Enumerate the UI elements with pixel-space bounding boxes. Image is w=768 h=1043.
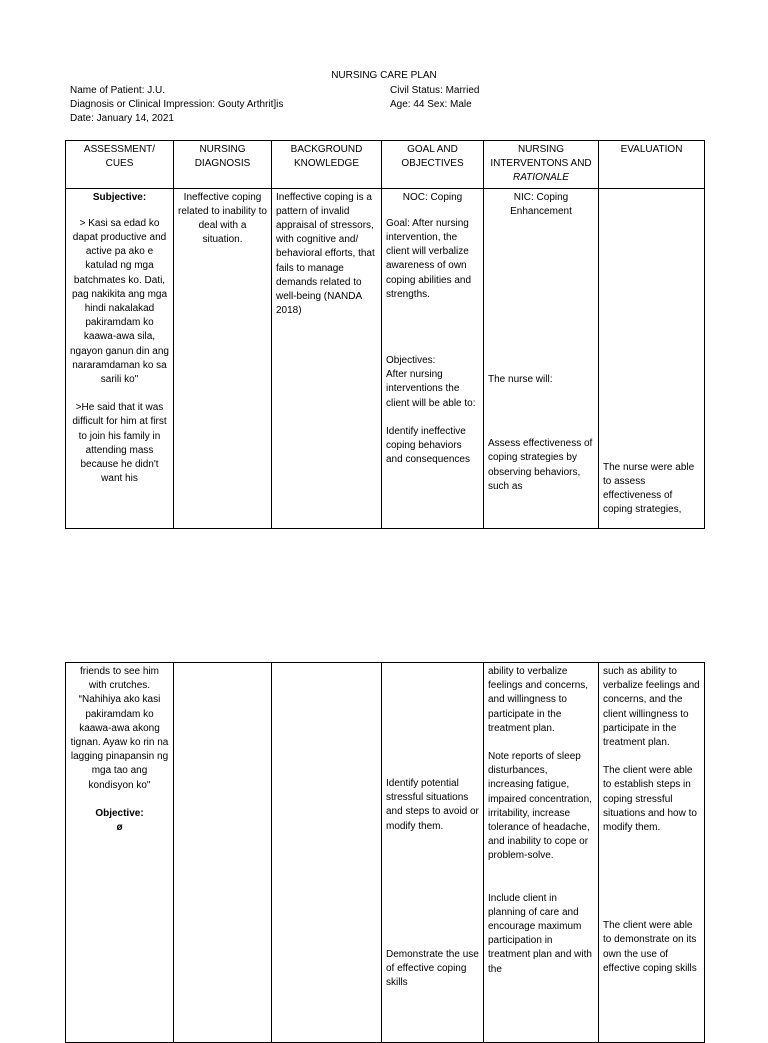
- intervention-3: Include client in planning of care and encourage maximum participation in treatment plan and with the: [488, 892, 592, 975]
- header-assessment: ASSESSMENT/ CUES: [66, 141, 174, 189]
- assessment-cell: [66, 663, 174, 1043]
- diagnosis-cell: [174, 663, 272, 1043]
- goal-cell: [382, 663, 484, 1043]
- evaluation-2: The client were able to establish steps in coping stressful situations and how to modify them.: [603, 765, 697, 834]
- patient-name: Name of Patient: J.U.: [70, 85, 166, 96]
- header-nursing-interventions: NURSING INTERVENTONS AND RATIONALE: [484, 141, 599, 189]
- age-sex: Age: 44 Sex: Male: [390, 99, 472, 110]
- table-header-row: [66, 141, 705, 189]
- intervention-2: Note reports of sleep disturbances, increasing fatigue, impaired concentration, irritability, increase tolerance of headache, and inability to cope or problem-solve.: [488, 751, 592, 862]
- objectives-intro: After nursing interventions the client will be able to:: [386, 369, 476, 409]
- date-line: Date: January 14, 2021: [70, 113, 174, 124]
- objective-2: Identify potential stressful situations and steps to avoid or modify them.: [386, 778, 479, 832]
- background-cell: [272, 663, 382, 1043]
- objective-value: ø: [116, 822, 123, 834]
- background-cell: [272, 188, 382, 528]
- nursing-diagnosis-text: Ineffective coping related to inability to deal with a situation.: [178, 191, 267, 246]
- evaluation-cell: [599, 663, 705, 1043]
- header-background-knowledge: BACKGROUND KNOWLEDGE: [272, 141, 382, 189]
- diagnosis-cell: [174, 188, 272, 528]
- nurse-will-label: The nurse will:: [488, 374, 553, 386]
- document-title: NURSING CARE PLAN: [331, 70, 437, 81]
- header-goal-objectives: GOAL AND OBJECTIVES: [382, 141, 484, 189]
- care-plan-table-page1: [65, 140, 705, 529]
- nic-label: NIC: Coping Enhancement: [510, 191, 572, 217]
- subjective-label: Subjective:: [92, 191, 147, 203]
- table-row: [66, 663, 705, 1043]
- subjective-cue-2: >He said that it was difficult for him at first to join his family in attending mass because he didn't want his: [72, 402, 167, 485]
- objective-label: Objective:: [95, 807, 144, 819]
- assessment-cell: [66, 188, 174, 528]
- header-nursing-diagnosis: NURSING DIAGNOSIS: [174, 141, 272, 189]
- intervention-1-continued: ability to verbalize feelings and concerns, and willingness to participate in the treatment plan.: [488, 666, 589, 734]
- interventions-cell: [484, 188, 599, 528]
- objectives-label: Objectives:: [386, 355, 436, 367]
- patient-status: [390, 84, 479, 112]
- background-knowledge-text: Ineffective coping is a pattern of invalid appraisal of stressors, with cognitive and/ behavioral efforts, that fails to manage demands related to well-being (NANDA 2018): [276, 191, 375, 317]
- table-row: [66, 188, 705, 528]
- diagnosis-line: Diagnosis or Clinical Impression: Gouty Arthrit]is: [70, 99, 284, 110]
- header-evaluation: EVALUATION: [599, 141, 705, 189]
- interventions-cell: [484, 663, 599, 1043]
- objective-1: Identify ineffective coping behaviors and consequences: [386, 425, 470, 466]
- evaluation-cell: [599, 188, 705, 528]
- goal-cell: [382, 188, 484, 528]
- objective-3: Demonstrate the use of effective coping skills: [386, 948, 479, 989]
- patient-info: [70, 84, 283, 126]
- evaluation-1-continued: such as ability to verbalize feelings and concerns, and the client willingness to participate in the treatment plan.: [603, 666, 700, 749]
- care-plan-table-page2: [65, 662, 705, 1043]
- civil-status: Civil Status: Married: [390, 85, 480, 96]
- goal-text: Goal: After nursing intervention, the client will verbalize awareness of own coping abilities and strengths.: [386, 217, 472, 300]
- intervention-1: Assess effectiveness of coping strategies by observing behaviors, such as: [488, 438, 593, 492]
- evaluation-3: The client were able to demonstrate on its own the use of effective coping skills: [603, 920, 697, 974]
- evaluation-1: The nurse were able to assess effectiveness of coping strategies,: [603, 461, 695, 516]
- subjective-cue-continued: friends to see him with crutches. “Nahihiya ako kasi pakiramdam ko kaawa-awa akong tignan. Ayaw ko rin na lagging pinapansin ng mga tao ang kondisyon ko": [70, 666, 169, 791]
- noc-label: NOC: Coping: [402, 191, 463, 203]
- subjective-cue-1: > Kasi sa edad ko dapat productive and active pa ako e katulad ng mga batchmates ko. Dati, pag nakikita ang mga hindi nakalakad pakiramdam ko kaawa-awa sila, ngayon ganun din ang nararamdaman ko sa sarili ko": [70, 217, 169, 386]
